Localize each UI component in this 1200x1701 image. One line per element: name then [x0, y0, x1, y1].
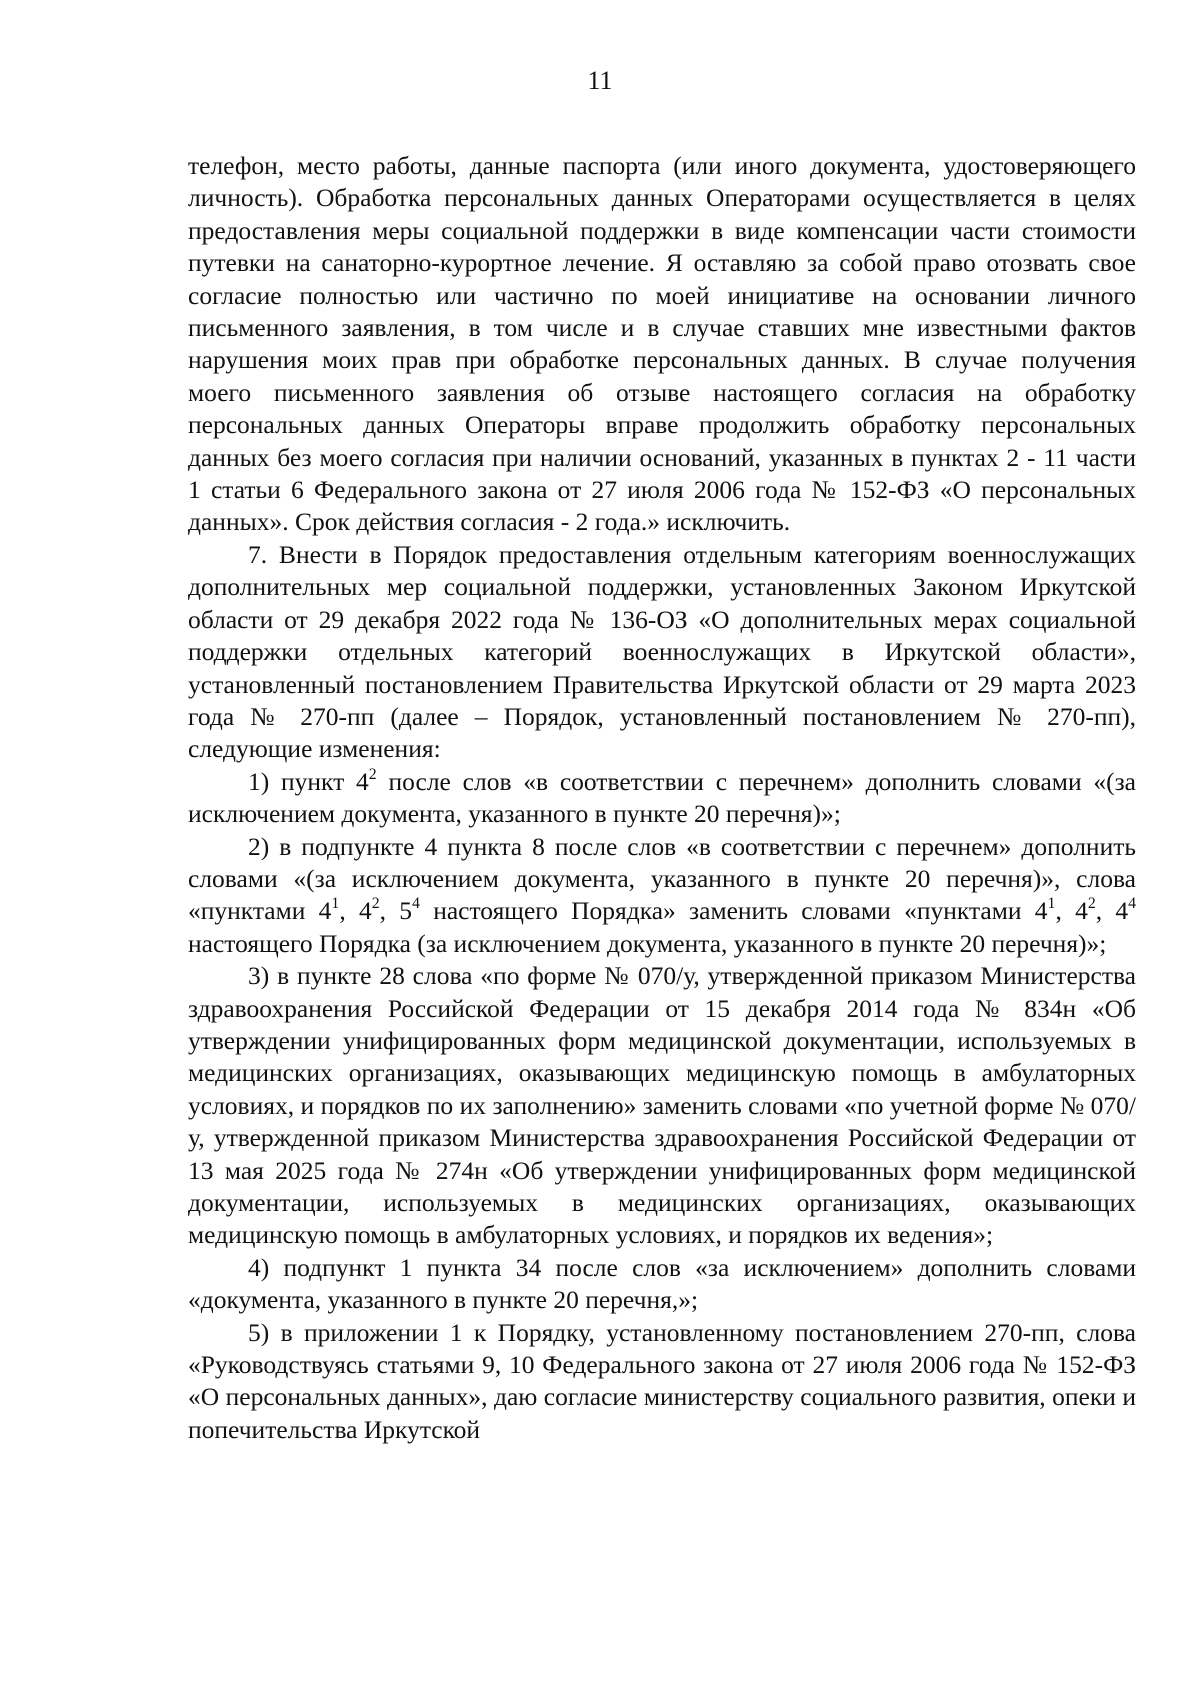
text-run: 4) подпункт 1 пункта 34 после слов «за исключением» дополнить словами «документа, указанного в пункте 20 перечня,»; [188, 1252, 1136, 1315]
text-run: , 4 [1055, 896, 1088, 926]
document-body [188, 150, 1136, 1446]
text-run: , 4 [1095, 896, 1129, 926]
superscript: 1 [331, 895, 340, 913]
superscript: 4 [412, 895, 420, 913]
paragraph [188, 1317, 1136, 1447]
paragraph [188, 831, 1136, 961]
paragraph [188, 1252, 1136, 1317]
text-run: телефон, место работы, данные паспорта (или иного документа, удостоверяющего личность). Обработка персональных данных Операторами осуществляется в целях предоставления меры социальной поддержки в виде компенсации части стоимости путевки на санаторно-курортное лечение. Я оставляю за собой право отозвать свое согласие полностью или частично по моей инициативе на основании личного письменного заявления, в том числе и в случае ставших мне известными фактов нарушения моих прав при обработке персональных данных. В случае получения моего письменного заявления об отзыве настоящего согласия на обработку персональных данных Операторы вправе продолжить обработку персональных данных без моего согласия при наличии оснований, указанных в пунктах 2 - 11 части 1 статьи 6 Федерального закона от 27 июля 2006 года № 152-ФЗ «О персональных данных». Срок действия согласия - 2 года.» исключить. [188, 151, 1136, 537]
paragraph [188, 150, 1136, 539]
superscript: 2 [371, 895, 380, 913]
text-run: 5) в приложении 1 к Порядку, установленному постановлением 270-пп, слова «Руководствуясь статьями 9, 10 Федерального закона от 27 июля 2006 года № 152-ФЗ «О персональных данных», даю согласие министерству социального развития, опеки и попечительства Иркутской [188, 1317, 1136, 1444]
text-run: 7. Внести в Порядок предоставления отдельным категориям военнослужащих дополнительных мер социальной поддержки, установленных Законом Иркутской области от 29 декабря 2022 года № 136-ОЗ «О дополнительных мерах социальной поддержки отдельных категорий военнослужащих в Иркутской области», установленный постановлением Правительства Иркутской области от 29 марта 2023 года № 270-пп (далее – Порядок, установленный постановлением № 270-пп), следующие изменения: [188, 539, 1136, 764]
text-run: после слов «в соответствии с перечнем» дополнить словами «(за исключением документа, указанного в пункте 20 перечня)»; [188, 766, 1136, 829]
paragraph [188, 766, 1136, 831]
superscript: 4 [1128, 895, 1137, 913]
text-run: 3) в пункте 28 слова «по форме № 070/у, утвержденной приказом Министерства здравоохранения Российской Федерации от 15 декабря 2014 года № 834н «Об утверждении унифицированных форм медицинской документации, используемых в медицинских организациях, оказывающих медицинскую помощь в амбулаторных условиях, и порядков по их заполнению» заменить словами «по учетной форме № 070/у, утвержденной приказом Министерства здравоохранения Российской Федерации от 13 мая 2025 года № 274н «Об утверждении унифицированных форм медицинской документации, используемых в медицинских организациях, оказывающих медицинскую помощь в амбулаторных условиях, и порядков их ведения»; [188, 961, 1136, 1250]
page-number: 11 [587, 66, 613, 95]
superscript: 1 [1047, 895, 1056, 913]
text-run: 1) пункт 4 [248, 766, 369, 796]
superscript: 2 [368, 765, 377, 783]
text-run: , 5 [379, 896, 413, 926]
text-run: , 4 [339, 896, 372, 926]
text-run: настоящего Порядка» заменить словами «пунктами 4 [419, 896, 1048, 926]
text-run: 2) в подпункте 4 пункта 8 после слов «в соответствии с перечнем» дополнить словами «(за исключением документа, указанного в пункте 20 перечня)», слова «пунктами 4 [188, 831, 1136, 926]
paragraph [188, 539, 1136, 766]
paragraph [188, 960, 1136, 1252]
text-run: настоящего Порядка (за исключением документа, указанного в пункте 20 перечня)»; [188, 928, 1107, 958]
superscript: 2 [1087, 895, 1096, 913]
